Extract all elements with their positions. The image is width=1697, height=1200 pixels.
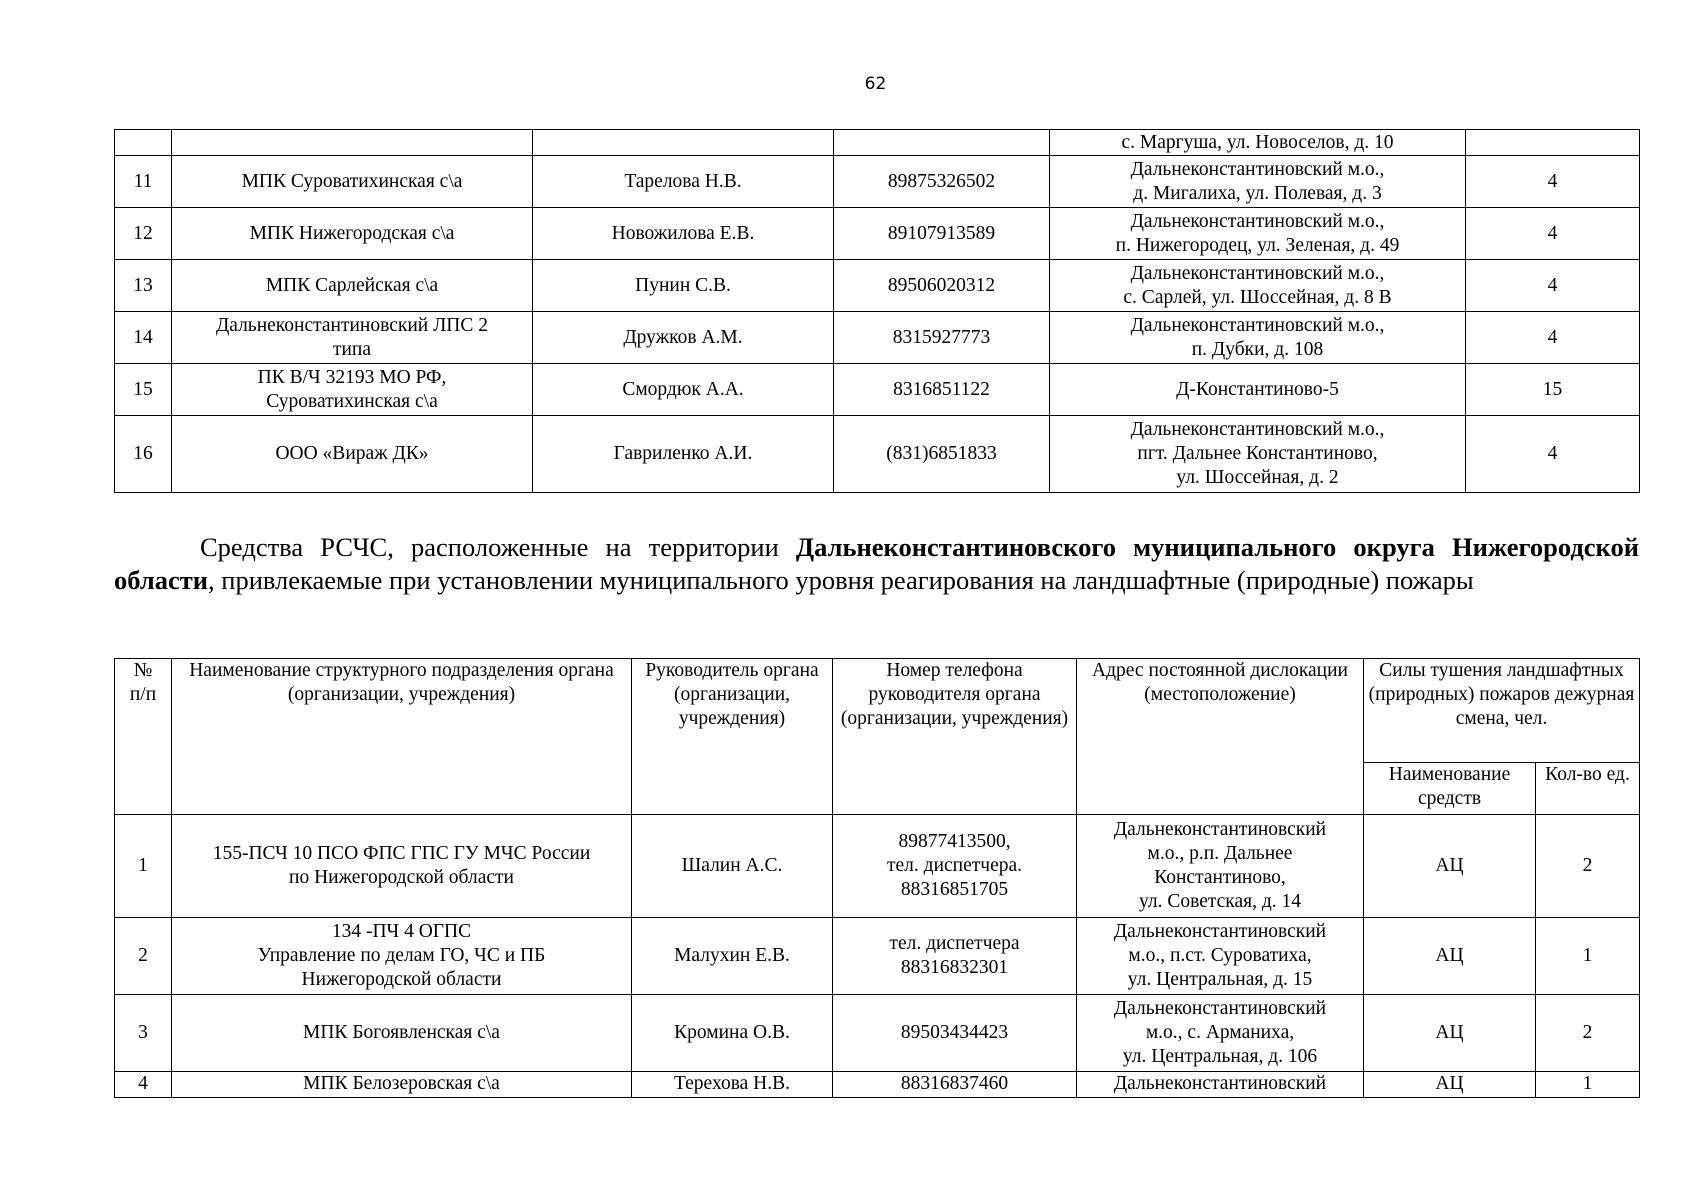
- cell-number: 4: [115, 1072, 172, 1098]
- cell-phone: 8316851122: [834, 364, 1050, 416]
- cell-unit-name: 134 -ПЧ 4 ОГПС Управление по делам ГО, ЧС и ПБ Нижегородской области: [172, 918, 632, 995]
- header-unit-name: Наименование структурного подразделения органа (организации, учреждения): [172, 659, 632, 815]
- cell-head: Тарелова Н.В.: [533, 156, 834, 208]
- cell-unit-name: ООО «Вираж ДК»: [172, 416, 533, 493]
- cell-unit-name: МПК Белозеровская с\а: [172, 1072, 632, 1098]
- rschs-forces-table: [114, 658, 1640, 1098]
- cell-head: Гавриленко А.И.: [533, 416, 834, 493]
- header-phone: Номер телефона руководителя органа (организации, учреждения): [833, 659, 1077, 815]
- header-forces: Силы тушения ландшафтных (природных) пожаров дежурная смена, чел.: [1364, 659, 1640, 763]
- cell-address: Дальнеконстантиновский м.о., р.п. Дальнее Константиново, ул. Советская, д. 14: [1077, 815, 1364, 918]
- cell-unit-name: МПК Богоявленская с\а: [172, 995, 632, 1072]
- cell-address: Д-Константиново-5: [1050, 364, 1466, 416]
- cell-personnel: 4: [1466, 312, 1640, 364]
- description-text-end: , привлекаемые при установлении муниципального уровня реагирования на ландшафтные (природные) пожары: [208, 565, 1474, 595]
- cell-personnel: 4: [1466, 208, 1640, 260]
- description-bold: Дальнеконстантиновского муниципального округа Нижегородской области: [114, 532, 1639, 595]
- cell-means-name: АЦ: [1364, 995, 1536, 1072]
- header-number: № п/п: [115, 659, 172, 815]
- cell-number: 15: [115, 364, 172, 416]
- cell-unit-name: МПК Суроватихинская с\а: [172, 156, 533, 208]
- cell-phone: 89877413500, тел. диспетчера. 88316851705: [833, 815, 1077, 918]
- cell-phone: 88316837460: [833, 1072, 1077, 1098]
- table1-row: [115, 260, 1640, 312]
- cell-unit-name: ПК В/Ч 32193 МО РФ, Суроватихинская с\а: [172, 364, 533, 416]
- cell-unit-name: 155-ПСЧ 10 ПСО ФПС ГПС ГУ МЧС России по Нижегородской области: [172, 815, 632, 918]
- cell-head: Смордюк А.А.: [533, 364, 834, 416]
- cell-head: Терехова Н.В.: [632, 1072, 833, 1098]
- cell-head: Малухин Е.В.: [632, 918, 833, 995]
- cell-phone: 89506020312: [834, 260, 1050, 312]
- cell-address: Дальнеконстантиновский м.о., пгт. Дальнее Константиново, ул. Шоссейная, д. 2: [1050, 416, 1466, 493]
- cell-personnel: 4: [1466, 416, 1640, 493]
- cell-phone: 89107913589: [834, 208, 1050, 260]
- cell-address: Дальнеконстантиновский м.о., п. Нижегородец, ул. Зеленая, д. 49: [1050, 208, 1466, 260]
- cell-address: Дальнеконстантиновский: [1077, 1072, 1364, 1098]
- table2-row: [115, 995, 1640, 1072]
- cell-means-name: АЦ: [1364, 815, 1536, 918]
- cell-phone: 89875326502: [834, 156, 1050, 208]
- cell-phone: [834, 130, 1050, 156]
- header-head: Руководитель органа (организации, учреждения): [632, 659, 833, 815]
- cell-address: Дальнеконстантиновский м.о., д. Мигалиха, ул. Полевая, д. 3: [1050, 156, 1466, 208]
- cell-means-qty: 2: [1536, 815, 1640, 918]
- cell-address: с. Маргуша, ул. Новоселов, д. 10: [1050, 130, 1466, 156]
- cell-head: Пунин С.В.: [533, 260, 834, 312]
- cell-number: 3: [115, 995, 172, 1072]
- cell-head: Кромина О.В.: [632, 995, 833, 1072]
- header-address: Адрес постоянной дислокации (местоположение): [1077, 659, 1364, 815]
- header-means-name: Наименование средств: [1364, 763, 1536, 815]
- cell-number: 16: [115, 416, 172, 493]
- cell-phone: тел. диспетчера 88316832301: [833, 918, 1077, 995]
- table2-row: [115, 815, 1640, 918]
- cell-number: 11: [115, 156, 172, 208]
- cell-address: Дальнеконстантиновский м.о., п.ст. Суроватиха, ул. Центральная, д. 15: [1077, 918, 1364, 995]
- table1-row: [115, 312, 1640, 364]
- section-description: [114, 531, 1639, 597]
- cell-unit-name: МПК Сарлейская с\а: [172, 260, 533, 312]
- cell-unit-name: МПК Нижегородская с\а: [172, 208, 533, 260]
- cell-means-qty: 1: [1536, 1072, 1640, 1098]
- cell-phone: (831)6851833: [834, 416, 1050, 493]
- cell-means-qty: 2: [1536, 995, 1640, 1072]
- cell-head: [533, 130, 834, 156]
- description-text: Средства РСЧС, расположенные на территории: [200, 532, 796, 562]
- header-means-qty: Кол-во ед.: [1536, 763, 1640, 815]
- cell-address: Дальнеконстантиновский м.о., с. Арманиха, ул. Центральная, д. 106: [1077, 995, 1364, 1072]
- cell-personnel: 4: [1466, 260, 1640, 312]
- table2-row: [115, 918, 1640, 995]
- cell-unit-name: [172, 130, 533, 156]
- cell-number: 1: [115, 815, 172, 918]
- cell-head: Дружков А.М.: [533, 312, 834, 364]
- table1-row: [115, 364, 1640, 416]
- table2-row: [115, 1072, 1640, 1098]
- units-table-continued: [114, 129, 1640, 493]
- cell-number: [115, 130, 172, 156]
- cell-personnel: 4: [1466, 156, 1640, 208]
- cell-number: 12: [115, 208, 172, 260]
- table1-row: [115, 208, 1640, 260]
- cell-head: Новожилова Е.В.: [533, 208, 834, 260]
- cell-phone: 8315927773: [834, 312, 1050, 364]
- cell-means-name: АЦ: [1364, 1072, 1536, 1098]
- page-number: 62: [864, 74, 887, 94]
- cell-number: 13: [115, 260, 172, 312]
- cell-phone: 89503434423: [833, 995, 1077, 1072]
- cell-personnel: [1466, 130, 1640, 156]
- cell-number: 2: [115, 918, 172, 995]
- cell-personnel: 15: [1466, 364, 1640, 416]
- cell-unit-name: Дальнеконстантиновский ЛПС 2 типа: [172, 312, 533, 364]
- cell-means-name: АЦ: [1364, 918, 1536, 995]
- cell-address: Дальнеконстантиновский м.о., п. Дубки, д. 108: [1050, 312, 1466, 364]
- cell-number: 14: [115, 312, 172, 364]
- cell-address: Дальнеконстантиновский м.о., с. Сарлей, ул. Шоссейная, д. 8 В: [1050, 260, 1466, 312]
- table1-row: [115, 416, 1640, 493]
- cell-means-qty: 1: [1536, 918, 1640, 995]
- table1-row: [115, 156, 1640, 208]
- table1-row: [115, 130, 1640, 156]
- cell-head: Шалин А.С.: [632, 815, 833, 918]
